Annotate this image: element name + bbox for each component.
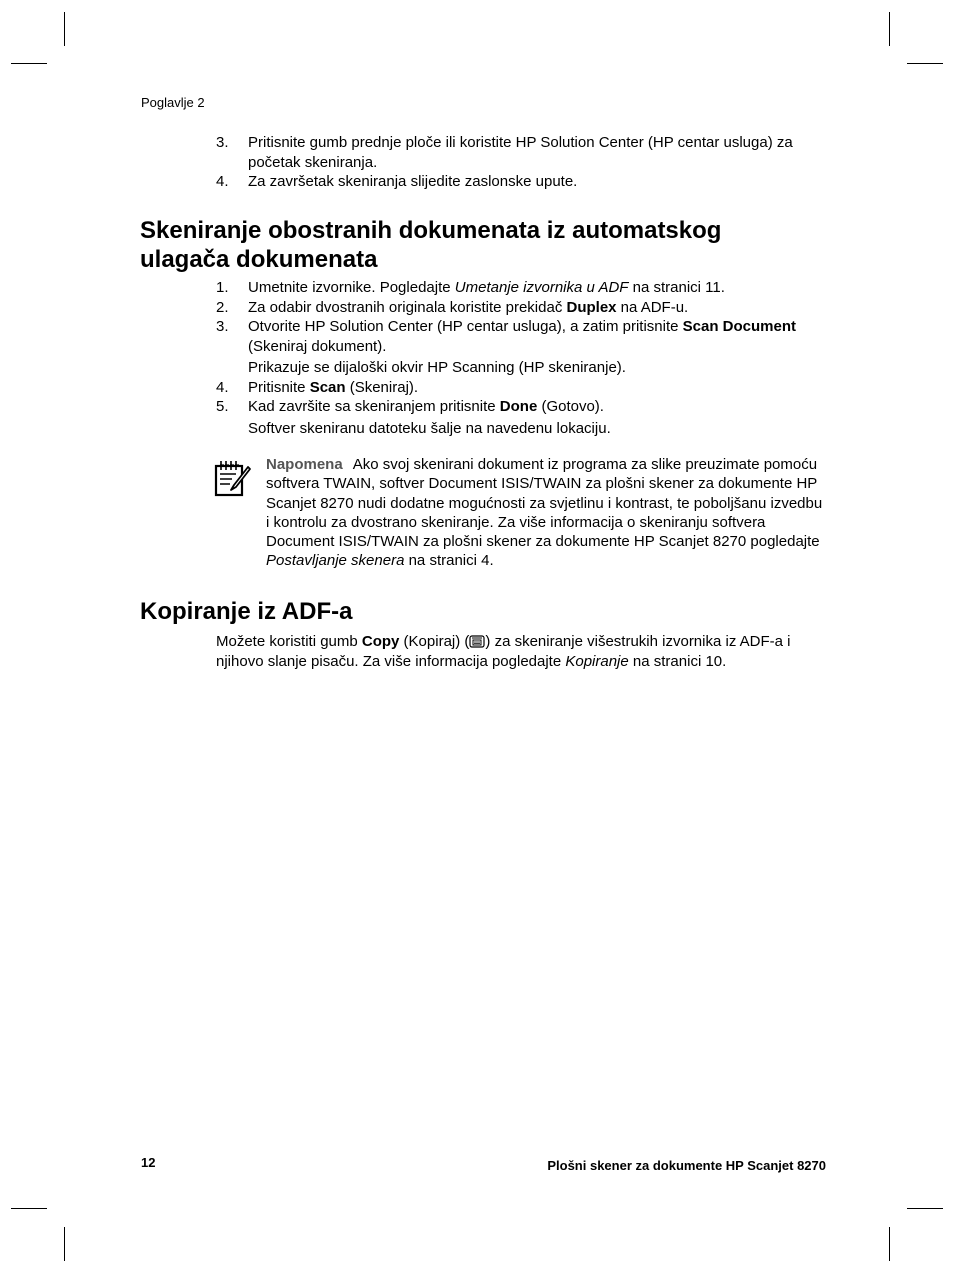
- text: Kad završite sa skeniranjem pritisnite: [248, 398, 500, 415]
- ui-term: Scan: [309, 378, 346, 396]
- crop-mark: [889, 1227, 890, 1261]
- text: (Gotovo).: [537, 398, 604, 415]
- text: na stranici 4.: [404, 552, 494, 570]
- text: na stranici 11.: [628, 279, 725, 296]
- list-number: 4.: [216, 378, 229, 396]
- link-ref: Umetanje izvornika u ADF: [454, 279, 629, 296]
- text: Možete koristiti gumb: [216, 633, 362, 650]
- text: Otvorite HP Solution Center (HP centar usluga), a zatim pritisnite: [248, 318, 683, 335]
- text: Pritisnite: [248, 378, 310, 396]
- list-duplex-steps: [216, 278, 826, 438]
- list-item: [216, 378, 826, 398]
- crop-mark: [889, 12, 890, 46]
- step-result: Prikazuje se dijaloški okvir HP Scanning (HP skeniranje).: [248, 359, 626, 376]
- list-number: 4.: [216, 173, 229, 190]
- crop-mark: [907, 1208, 943, 1209]
- note-text: [266, 455, 826, 571]
- page-number: 12: [141, 1155, 156, 1170]
- list-text: Za završetak skeniranja slijedite zaslonske upute.: [248, 173, 578, 190]
- crop-mark: [64, 1227, 65, 1261]
- link-ref: Postavljanje skenera: [266, 552, 405, 570]
- list-item: [216, 133, 826, 172]
- crop-mark: [907, 63, 943, 64]
- text: (Skeniraj dokument).: [248, 337, 387, 355]
- list-item: [216, 172, 826, 192]
- list-item: [216, 397, 826, 417]
- text: na ADF-u.: [616, 298, 689, 316]
- step-result: Softver skeniranu datoteku šalje na navedenu lokaciju.: [248, 419, 611, 437]
- list-number: 5.: [216, 398, 229, 415]
- text: (Skeniraj).: [345, 378, 419, 396]
- text: na stranici 10.: [628, 652, 727, 670]
- list-item: [216, 278, 826, 298]
- section-heading-copy: Kopiranje iz ADF-a: [140, 598, 353, 625]
- text: (Kopiraj) (: [399, 633, 470, 650]
- section-heading-duplex: [140, 216, 721, 274]
- crop-mark: [64, 12, 65, 46]
- text: Ako svoj skenirani dokument iz programa za slike preuzimate pomoću softvera TWAIN, softver Document ISIS/TWAIN za plošni skener za dokumente HP Scanjet 8270 nudi dodatne mogućnosti za svjetlinu i kontrast, te poboljšanu izvedbu i kontrolu za dvostrano skeniranje. Za više informacija o skeniranju softvera Document ISIS/TWAIN za plošni skener za dokumente HP Scanjet 8270 pogledajte: [266, 456, 823, 551]
- paragraph-copy: [216, 632, 826, 671]
- ui-term: Copy: [361, 633, 400, 650]
- list-item: [216, 298, 826, 318]
- list-number: 3.: [216, 134, 229, 151]
- list-top: [216, 133, 826, 192]
- list-item: [216, 317, 826, 356]
- heading-line: Skeniranje obostranih dokumenata iz automatskog: [140, 217, 722, 244]
- ui-term: Done: [499, 398, 538, 415]
- ui-term: Scan Document: [682, 318, 796, 335]
- note-pencil-icon: [214, 457, 252, 497]
- note-label: Napomena: [266, 456, 343, 473]
- crop-mark: [11, 1208, 47, 1209]
- list-number: 1.: [216, 279, 229, 296]
- list-text: Pritisnite gumb prednje ploče ili koristite HP Solution Center (HP centar usluga) za početak skeniranja.: [248, 134, 793, 171]
- running-footer-title: Plošni skener za dokumente HP Scanjet 8270: [547, 1158, 826, 1173]
- text: ) za skeniranje višestrukih izvornika iz ADF-a i njihovo slanje pisaču. Za više informacija pogledajte: [216, 633, 791, 670]
- heading-line: ulagača dokumenata: [140, 246, 378, 273]
- running-header: Poglavlje 2: [141, 95, 205, 110]
- text: Umetnite izvornike. Pogledajte: [248, 279, 455, 296]
- crop-mark: [11, 63, 47, 64]
- list-number: 3.: [216, 318, 229, 335]
- list-number: 2.: [216, 298, 229, 316]
- copy-button-icon: [469, 634, 485, 649]
- text: Za odabir dvostranih originala koristite prekidač: [248, 298, 567, 316]
- ui-term: Duplex: [566, 298, 617, 316]
- link-ref: Kopiranje: [565, 652, 629, 670]
